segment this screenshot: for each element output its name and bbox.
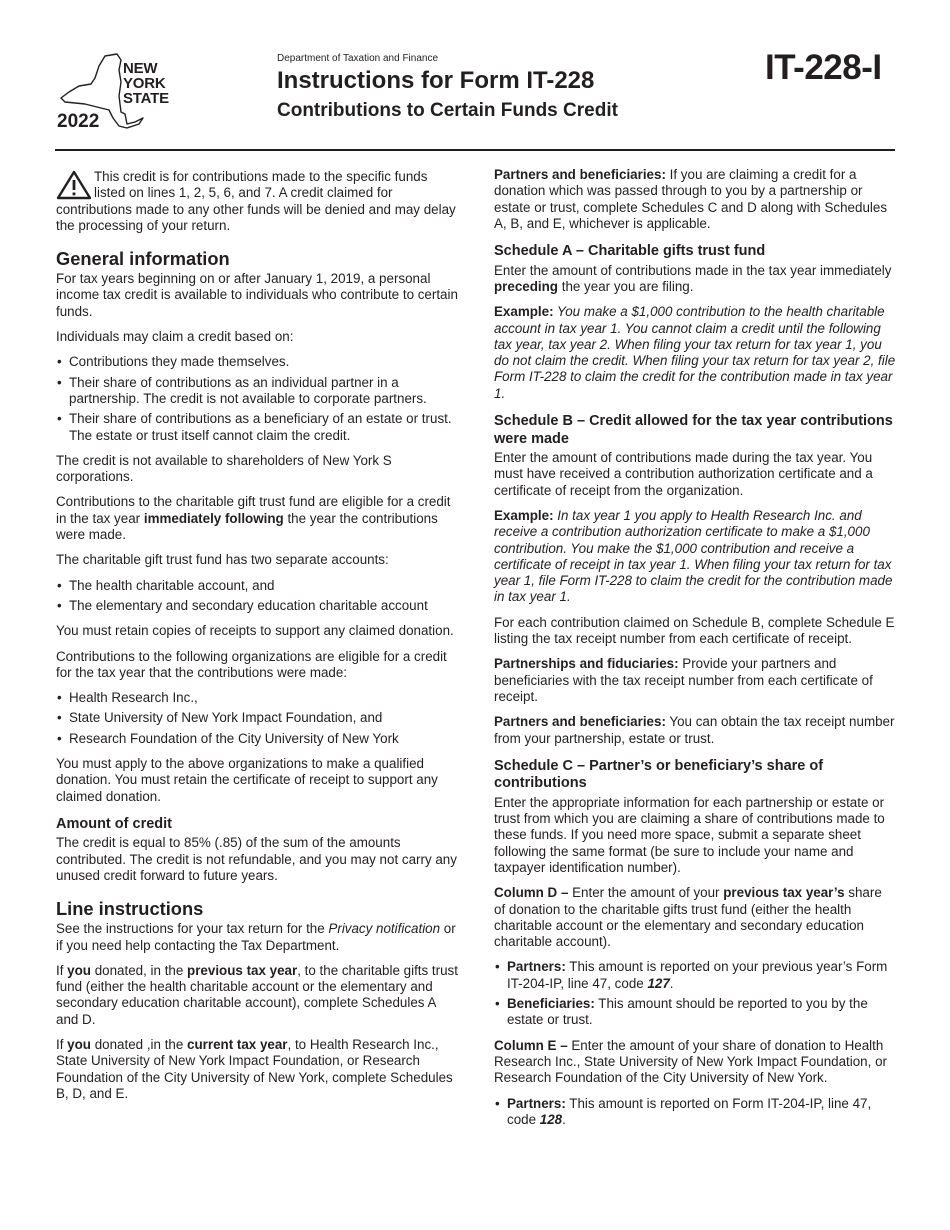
accounts-list bbox=[56, 578, 458, 615]
column-e-paragraph: Column E – Enter the amount of your share of donation to Health Research Inc., State University of New York Impact Foundation, or Research Foundation of the City University of New York. bbox=[494, 1037, 887, 1086]
general-information-heading: General information bbox=[56, 248, 230, 270]
warning-notice bbox=[56, 169, 458, 234]
schedule-a-example: Example: You make a $1,000 contribution to the health charitable account in tax year 1. You cannot claim a credit until the following tax year, tax year 2. When filing your tax return for tax year 1, you do not claim the credit. When filing your tax return for tax year 2, file Form IT-228 to claim the credit for the contribution made in tax year 1. bbox=[494, 304, 896, 401]
header-divider bbox=[55, 149, 895, 151]
line-paragraph: If you donated, in the previous tax year, to the charitable gifts trust fund (either the health charitable account or the elementary and secondary education charitable account), complete Schedules A and D. bbox=[56, 962, 458, 1027]
partners-beneficiaries-paragraph: Partners and beneficiaries: You can obtain the tax receipt number from your partnership, estate or trust. bbox=[494, 714, 895, 746]
amount-of-credit-heading: Amount of credit bbox=[56, 815, 172, 832]
left-column bbox=[56, 169, 458, 1111]
list-item: • Their share of contributions as an individual partner in a partnership. The credit is not available to corporate partners. bbox=[56, 375, 458, 408]
general-paragraph: Contributions to the charitable gift trust fund are eligible for a credit in the tax year immediately following the year the contributions were made. bbox=[56, 494, 451, 543]
schedule-a-paragraph: Enter the amount of contributions made in the tax year immediately preceding the year you are filing. bbox=[494, 262, 892, 294]
list-item: • State University of New York Impact Foundation, and bbox=[56, 710, 458, 726]
list-item: • Their share of contributions as a beneficiary of an estate or trust. The estate or trust itself cannot claim the credit. bbox=[56, 411, 458, 444]
logo-year: 2022 bbox=[57, 111, 100, 132]
claim-basis-list bbox=[56, 354, 458, 443]
general-paragraph: The charitable gift trust fund has two separate accounts: bbox=[56, 552, 389, 568]
warning-triangle-icon bbox=[56, 170, 92, 200]
schedule-c-paragraph: Enter the appropriate information for each partnership or estate or trust from which you are claiming a share of contributions made to these funds. If you need more space, submit a separate sheet following the same format (be sure to include your name and taxpayer identification number). bbox=[494, 794, 885, 875]
list-item: • Partners: This amount is reported on your previous year’s Form IT-204-IP, line 47, code 127. bbox=[494, 959, 896, 992]
list-item: • Partners: This amount is reported on Form IT-204-IP, line 47, code 128. bbox=[494, 1096, 896, 1129]
list-item: • The elementary and secondary education charitable account bbox=[56, 598, 458, 614]
line-paragraph: See the instructions for your tax return for the Privacy notification or if you need help contacting the Tax Department. bbox=[56, 921, 456, 953]
list-item: • Contributions they made themselves. bbox=[56, 354, 458, 370]
list-item: • Research Foundation of the City University of New York bbox=[56, 731, 458, 747]
general-paragraph: The credit is not available to shareholders of New York S corporations. bbox=[56, 452, 392, 485]
logo-wordmark: NEW YORK STATE bbox=[123, 60, 169, 107]
schedule-c-heading: Schedule C – Partner’s or beneficiary’s share of contributions bbox=[494, 757, 824, 792]
schedule-a-heading: Schedule A – Charitable gifts trust fund bbox=[494, 243, 766, 260]
schedule-b-heading: Schedule B – Credit allowed for the tax year contributions were made bbox=[494, 413, 893, 447]
department-name: Department of Taxation and Finance bbox=[277, 53, 439, 64]
general-paragraph: For tax years beginning on or after January 1, 2019, a personal income tax credit is available to individuals who contribute to certain funds. bbox=[56, 271, 458, 319]
partnerships-fiduciaries-paragraph: Partnerships and fiduciaries: Provide your partners and beneficiaries with the tax receipt number from each certificate of receipt. bbox=[494, 656, 873, 704]
list-item: • Health Research Inc., bbox=[56, 690, 458, 706]
schedule-b-example: Example: In tax year 1 you apply to Health Research Inc. and receive a contribution authorization certificate to make a $1,000 contribution. You make the $1,000 contribution and receive a certificate of receipt in tax year 1. When filing your tax return for tax year 1, file Form IT-228 to claim the credit for the contribution made in tax year 1. bbox=[494, 507, 893, 605]
right-column bbox=[494, 167, 896, 1137]
form-id: IT-228-I bbox=[765, 48, 882, 87]
page-subtitle: Contributions to Certain Funds Credit bbox=[277, 100, 618, 121]
column-e-list bbox=[494, 1096, 896, 1129]
general-paragraph: Contributions to the following organizations are eligible for a credit for the tax year that the contributions were made: bbox=[56, 648, 447, 680]
list-item: • The health charitable account, and bbox=[56, 578, 458, 594]
schedule-b-paragraph: For each contribution claimed on Schedule B, complete Schedule E listing the tax receipt number from each certificate of receipt. bbox=[494, 614, 895, 647]
nys-logo bbox=[55, 52, 185, 132]
page-title: Instructions for Form IT-228 bbox=[277, 67, 595, 94]
line-paragraph: If you donated ,in the current tax year, to Health Research Inc., State University of New York Impact Foundation, or Research Foundation of the City University of New York, complete Schedules B, D, and E. bbox=[56, 1037, 453, 1101]
general-paragraph: You must retain copies of receipts to support any claimed donation. bbox=[56, 623, 454, 639]
amount-paragraph: The credit is equal to 85% (.85) of the sum of the amounts contributed. The credit is not refundable, and you may not carry any unused credit forward to future years. bbox=[56, 835, 457, 883]
column-d-list bbox=[494, 959, 896, 1028]
general-paragraph: You must apply to the above organizations to make a qualified donation. You must retain the certificate of receipt to support any claimed donation. bbox=[56, 756, 438, 804]
line-instructions-heading: Line instructions bbox=[56, 898, 204, 920]
partners-beneficiaries-paragraph: Partners and beneficiaries: If you are claiming a credit for a donation which was passed through to you by a partnership or estate or trust, complete Schedules C and D along with Schedules A, B, and E, whichever is applicable. bbox=[494, 167, 888, 231]
organizations-list bbox=[56, 690, 458, 747]
warning-text: This credit is for contributions made to the specific funds listed on lines 1, 2, 5, 6, and 7. A credit claimed for contributions made to any other funds will be denied and may delay the processing of your return. bbox=[56, 169, 456, 233]
column-d-paragraph: Column D – Enter the amount of your previous tax year’s share of donation to the charitable gifts trust fund (either the health charitable account or the elementary and secondary education charitable account). bbox=[494, 885, 882, 950]
list-item: • Beneficiaries: This amount should be reported to you by the estate or trust. bbox=[494, 996, 896, 1029]
general-paragraph: Individuals may claim a credit based on: bbox=[56, 329, 294, 345]
schedule-b-paragraph: Enter the amount of contributions made during the tax year. You must have received a contribution authorization certificate and a certificate of receipt from the organization. bbox=[494, 450, 873, 498]
